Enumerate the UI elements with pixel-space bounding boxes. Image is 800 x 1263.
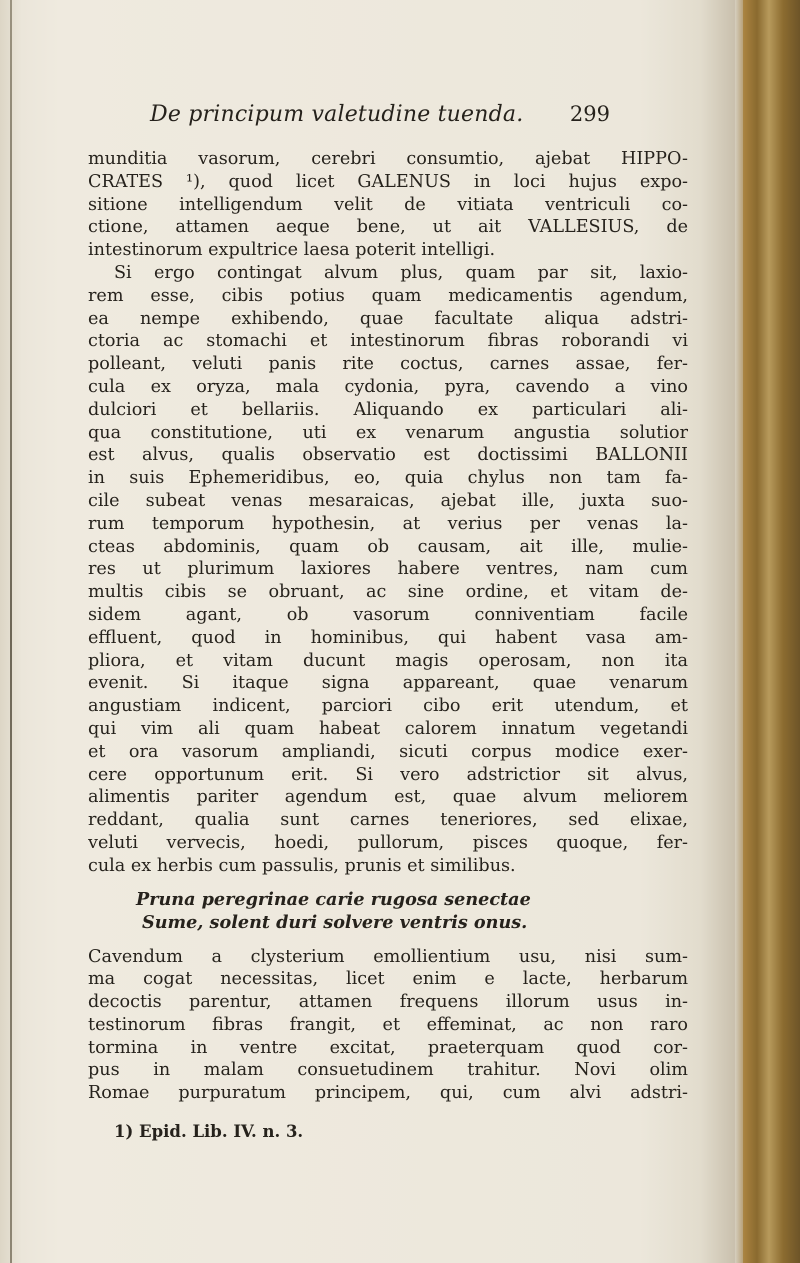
gutter-shadow — [10, 0, 12, 1263]
text-line: testinorum fibras frangit, et effeminat, ac non raro — [88, 1014, 688, 1035]
text-line: tormina in ventre excitat, praeterquam quod cor- — [88, 1037, 688, 1058]
text-line: CRATES ¹), quod licet GALENUS in loci hujus expo- — [88, 171, 688, 192]
footnote: 1) Epid. Lib. IV. n. 3. — [114, 1122, 304, 1141]
text-line: polleant, veluti panis rite coctus, carnes assae, fer- — [88, 354, 688, 375]
text-line: cula ex oryza, mala cydonia, pyra, cavendo a vino — [88, 376, 688, 397]
text-line: Romae purpuratum principem, qui, cum alvi adstri- — [88, 1083, 688, 1104]
text-line: alimentis pariter agendum est, quae alvum meliorem — [88, 787, 688, 808]
text-line: sidem agant, ob vasorum conniventiam facile — [88, 604, 688, 625]
verse-line: Pruna peregrinae carie rugosa senectae — [136, 888, 531, 910]
text-line: et ora vasorum ampliandi, sicuti corpus modice exer- — [88, 741, 688, 762]
text-line: effluent, quod in hominibus, qui habent vasa am- — [88, 627, 688, 648]
text-line: veluti vervecis, hoedi, pullorum, pisces quoque, fer- — [88, 832, 688, 853]
text-line: evenit. Si itaque signa appareant, quae venarum — [88, 673, 688, 694]
text-line: multis cibis se obruant, ac sine ordine, et vitam de- — [88, 582, 688, 603]
text-line: rum temporum hypothesin, at verius per venas la- — [88, 513, 688, 534]
body-text — [88, 148, 688, 1105]
text-line: Si ergo contingat alvum plus, quam par sit, laxio- — [114, 262, 688, 283]
text-line: pliora, et vitam ducunt magis operosam, non ita — [88, 650, 688, 671]
page-number: 299 — [569, 102, 610, 126]
text-line: res ut plurimum laxiores habere ventres, nam cum — [88, 559, 688, 580]
text-line: cteas abdominis, quam ob causam, ait ille, mulie- — [88, 536, 688, 557]
text-line: cula ex herbis cum passulis, prunis et similibus. — [88, 855, 516, 876]
text-line: angustiam indicent, parciori cibo erit utendum, et — [88, 696, 688, 717]
text-line: reddant, qualia sunt carnes teneriores, sed elixae, — [88, 810, 688, 831]
text-line: ctoria ac stomachi et intestinorum fibras roborandi vi — [88, 331, 688, 352]
text-line: ctione, attamen aeque bene, ut ait VALLESIUS, de — [88, 217, 688, 238]
verse-line: Sume, solent duri solvere ventris onus. — [142, 911, 528, 933]
text-line: munditia vasorum, cerebri consumtio, ajebat HIPPO- — [88, 149, 688, 169]
text-line: Cavendum a clysterium emollientium usu, nisi sum- — [88, 946, 688, 967]
text-line: cere opportunum erit. Si vero adstrictior sit alvus, — [88, 764, 688, 785]
text-line: ma cogat necessitas, licet enim e lacte, herbarum — [88, 969, 688, 990]
text-line: rem esse, cibis potius quam medicamentis agendum, — [88, 285, 688, 306]
text-line: qua constitutione, uti ex venarum angustia solutior — [88, 422, 688, 443]
text-line: cile subeat venas mesaraicas, ajebat ille, juxta suo- — [88, 490, 688, 511]
text-line: intestinorum expultrice laesa poterit intelligi. — [88, 240, 496, 261]
text-line: ea nempe exhibendo, quae facultate aliqua adstri- — [88, 308, 688, 329]
book-spine-edge — [735, 0, 800, 1263]
text-line: sitione intelligendum velit de vitiata ventriculi co- — [88, 194, 688, 215]
running-head — [90, 100, 610, 130]
text-line: dulciori et bellariis. Aliquando ex particulari ali- — [88, 399, 688, 420]
text-line: in suis Ephemeridibus, eo, quia chylus non tam fa- — [88, 468, 688, 489]
text-line: qui vim ali quam habeat calorem innatum vegetandi — [88, 718, 688, 739]
running-title: De principum valetudine tuenda. — [150, 102, 524, 127]
text-line: decoctis parentur, attamen frequens illorum usus in- — [88, 992, 688, 1013]
text-line: est alvus, qualis observatio est doctissimi BALLONII — [88, 445, 688, 466]
text-line: pus in malam consuetudinem trahitur. Novi olim — [88, 1060, 688, 1081]
